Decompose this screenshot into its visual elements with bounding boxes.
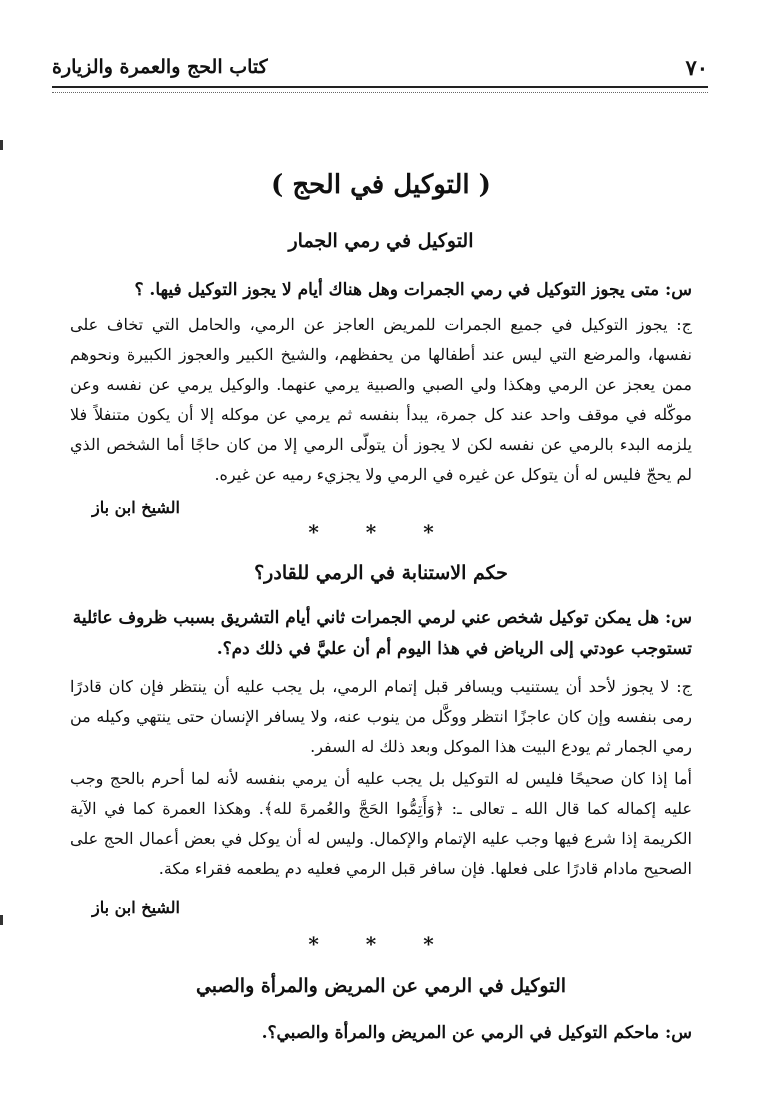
page-number: ٧٠ xyxy=(685,54,708,80)
header-rule xyxy=(52,86,708,93)
answer: ج: لا يجوز لأحد أن يستنيب ويسافر قبل إتمام الرمي، بل يجب عليه أن ينتظر فإن كان قادرًا رمى بنفسه وإن كان عاجزًا انتظر ووكَّل من ينوب عنه، ولا يسافر الإنسان حتى ينتهي وكيله من رمي الجمار ثم يودع البيت هذا الموكل وبعد ذلك له السفر. xyxy=(70,677,693,756)
question: س: ماحكم التوكيل في الرمي عن المريض والمرأة والصبي؟. xyxy=(261,1023,692,1043)
scan-margin-mark xyxy=(0,140,3,150)
separator: * * * xyxy=(308,520,454,544)
book-title: كتاب الحج والعمرة والزيارة xyxy=(52,56,268,78)
signature: الشيخ ابن باز xyxy=(91,498,180,517)
question: س: متى يجوز التوكيل في رمي الجمرات وهل هناك أيام لا يجوز التوكيل فيها. ؟ xyxy=(134,280,692,300)
section-heading: حكم الاستنابة في الرمي للقادر؟ xyxy=(254,562,508,584)
page-header xyxy=(52,50,708,84)
section-heading: التوكيل في رمي الجمار xyxy=(288,230,474,252)
answer: ج: يجوز التوكيل في جميع الجمرات للمريض العاجز عن الرمي، والحامل التي تخاف على نفسها، والمرضع التي ليس عند أطفالها من يحفظهم، والشيخ الكبير والعجوز الكبيرة ونحوهم ممن يعجز عن الرمي وهكذا ولي الصبي والصبية يرمي عنهما. والوكيل يرمي عن نفسه وعن موكّله في موقف واحد عند كل جمرة، يبدأ بنفسه ثم يرمي عن موكله إلا أن يكون متنفلاً فلا يلزمه البدء بالرمي عن نفسه لكن لا يجوز أن يتولّى الرمي إلا من كان حاجًا أما الشخص الذي لم يحجّ فليس له أن يتوكل عن غيره في الرمي ولا يجزيء رميه عن غيره. xyxy=(70,315,693,484)
separator: * * * xyxy=(308,932,454,956)
question: س: هل يمكن توكيل شخص عني لرمي الجمرات ثاني أيام التشريق بسبب ظروف عائلية تستوجب عودتي إلى الرياض في هذا اليوم أم أن عليَّ في ذلك دم؟. xyxy=(72,608,692,659)
signature: الشيخ ابن باز xyxy=(91,898,180,917)
chapter-title: ( التوكيل في الحج ) xyxy=(271,170,491,200)
answer-continued: أما إذا كان صحيحًا فليس له التوكيل بل يجب عليه أن يرمي بنفسه لأنه لما أحرم بالحج وجب عليه إكماله كما قال الله ـ تعالى ـ: ﴿وَأَتِمُّوا الحَجَّ والعُمرةَ لله﴾. وهكذا العمرة كما في الآية الكريمة إذا شرع فيها وجب عليه الإتمام والإكمال. وليس له أن يوكل في بعض أعمال الحج على الصحيح مادام قادرًا على فعلها. فإن سافر قبل الرمي فعليه دم يطعمه فقراء مكة. xyxy=(70,769,692,878)
scan-margin-mark xyxy=(0,915,3,925)
section-heading: التوكيل في الرمي عن المريض والمرأة والصبي xyxy=(195,975,567,997)
